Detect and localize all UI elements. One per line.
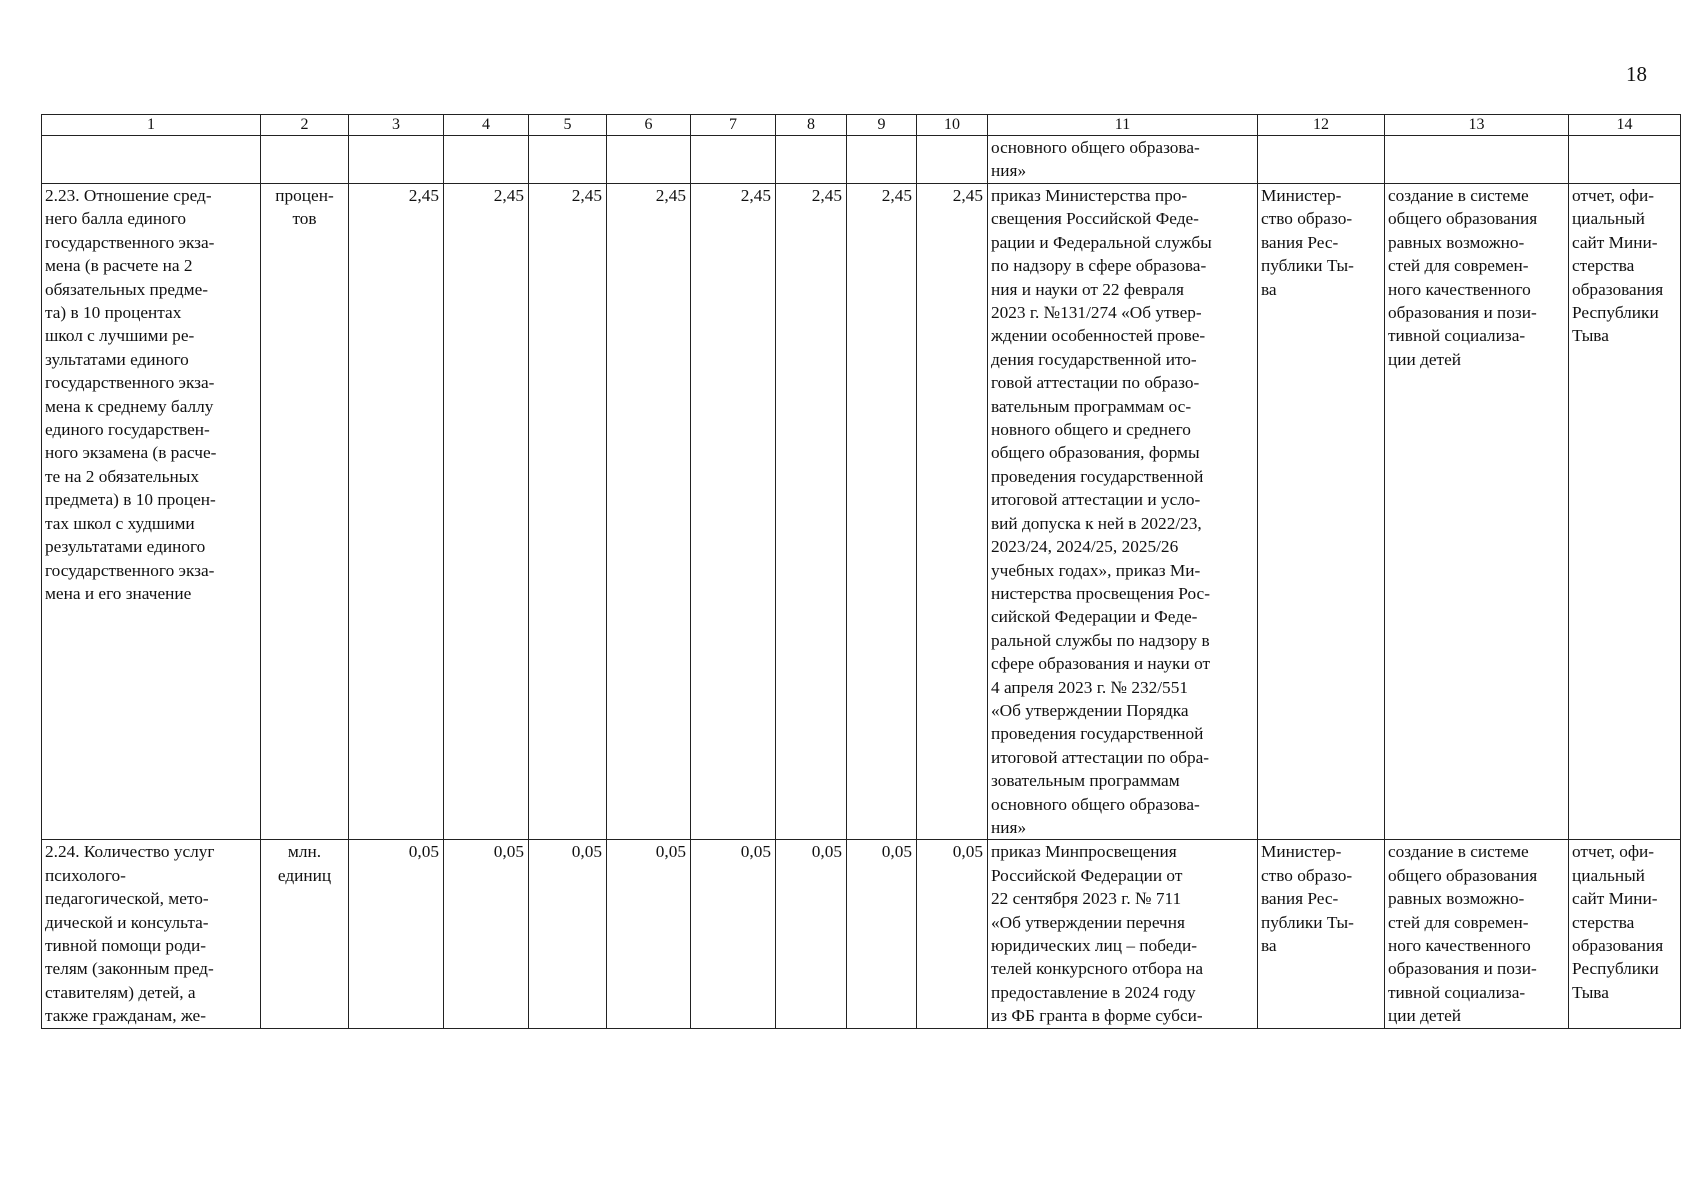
table-cell [1258,136,1385,184]
indicator-cell: 2.23. Отношение сред- него балла единого государственного экза- мена (в расчете на 2 обязательных предме- та) в 10 процентах школ с лучшими ре- зультатами единого государственного экза- мена к среднему баллу единого государствен- ного экзамена (в расче- те на 2 обязательных предмета) в 10 процен- тах школ с худшими результатами единого государственного экза- мена и его значение [42,184,261,840]
indicator-cell: 2.24. Количество услуг психолого- педагогической, мето- дической и консульта- тивной помощи роди- телям (законным пред- ставителям) детей, а также гражданам, же- [42,840,261,1028]
column-number: 4 [444,115,529,136]
column-number: 3 [349,115,444,136]
result-cell: создание в системе общего образования равных возможно- стей для современ- ного качественного образования и пози- тивной социализа- ции детей [1385,840,1569,1028]
table-cell [917,136,988,184]
table-cell [607,136,691,184]
value-cell: 2,45 [444,184,529,840]
column-number: 2 [261,115,349,136]
column-number: 1 [42,115,261,136]
responsible-cell: Министер- ство образо- вания Рес- публики Ты- ва [1258,840,1385,1028]
table-cell [529,136,607,184]
column-number: 10 [917,115,988,136]
value-cell: 0,05 [529,840,607,1028]
table-cell [261,136,349,184]
column-number: 7 [691,115,776,136]
column-number: 12 [1258,115,1385,136]
column-number: 5 [529,115,607,136]
value-cell: 2,45 [776,184,847,840]
unit-cell: млн. единиц [261,840,349,1028]
table-cell [42,136,261,184]
page-number: 18 [1626,62,1647,86]
document-cell: основного общего образова- ния» [988,136,1258,184]
table-cell [1569,136,1681,184]
table-cell [349,136,444,184]
responsible-cell: Министер- ство образо- вания Рес- публики Ты- ва [1258,184,1385,840]
value-cell: 0,05 [776,840,847,1028]
value-cell: 0,05 [917,840,988,1028]
table-cell [847,136,917,184]
column-number: 6 [607,115,691,136]
column-number: 11 [988,115,1258,136]
column-number-row [42,115,1681,136]
table-cell [444,136,529,184]
value-cell: 2,45 [917,184,988,840]
document-cell: приказ Министерства про- свещения Российской Феде- рации и Федеральной службы по надзору в сфере образова- ния и науки от 22 февраля 2023 г. №131/274 «Об утвер- ждении особенностей прове- дения государственной ито- говой аттестации по образо- вательным программам ос- новного общего и среднего общего образования, формы проведения государственной итоговой аттестации и усло- вий допуска к ней в 2022/23, 2023/24, 2024/25, 2025/26 учебных годах», приказ Ми- нистерства просвещения Рос- сийской Федерации и Феде- ральной службы по надзору в сфере образования и науки от 4 апреля 2023 г. № 232/551 «Об утверждении Порядка проведения государственной итоговой аттестации по обра- зовательным программам основного общего образова- ния» [988,184,1258,840]
table-row [42,184,1681,840]
column-number: 8 [776,115,847,136]
value-cell: 2,45 [691,184,776,840]
table-cell [776,136,847,184]
column-number: 13 [1385,115,1569,136]
value-cell: 0,05 [847,840,917,1028]
table-row [42,840,1681,1028]
source-cell: отчет, офи- циальный сайт Мини- стерства образования Республики Тыва [1569,840,1681,1028]
indicators-table [41,114,1681,1029]
value-cell: 2,45 [529,184,607,840]
value-cell: 0,05 [444,840,529,1028]
table-cell [1385,136,1569,184]
result-cell: создание в системе общего образования равных возможно- стей для современ- ного качественного образования и пози- тивной социализа- ции детей [1385,184,1569,840]
table-cell [691,136,776,184]
unit-cell: процен- тов [261,184,349,840]
value-cell: 0,05 [349,840,444,1028]
column-number: 14 [1569,115,1681,136]
value-cell: 2,45 [607,184,691,840]
value-cell: 2,45 [847,184,917,840]
source-cell: отчет, офи- циальный сайт Мини- стерства образования Республики Тыва [1569,184,1681,840]
value-cell: 0,05 [691,840,776,1028]
value-cell: 2,45 [349,184,444,840]
document-cell: приказ Минпросвещения Российской Федерации от 22 сентября 2023 г. № 711 «Об утверждении перечня юридических лиц – победи- телей конкурсного отбора на предоставление в 2024 году из ФБ гранта в форме субси- [988,840,1258,1028]
column-number: 9 [847,115,917,136]
value-cell: 0,05 [607,840,691,1028]
continuation-row [42,136,1681,184]
